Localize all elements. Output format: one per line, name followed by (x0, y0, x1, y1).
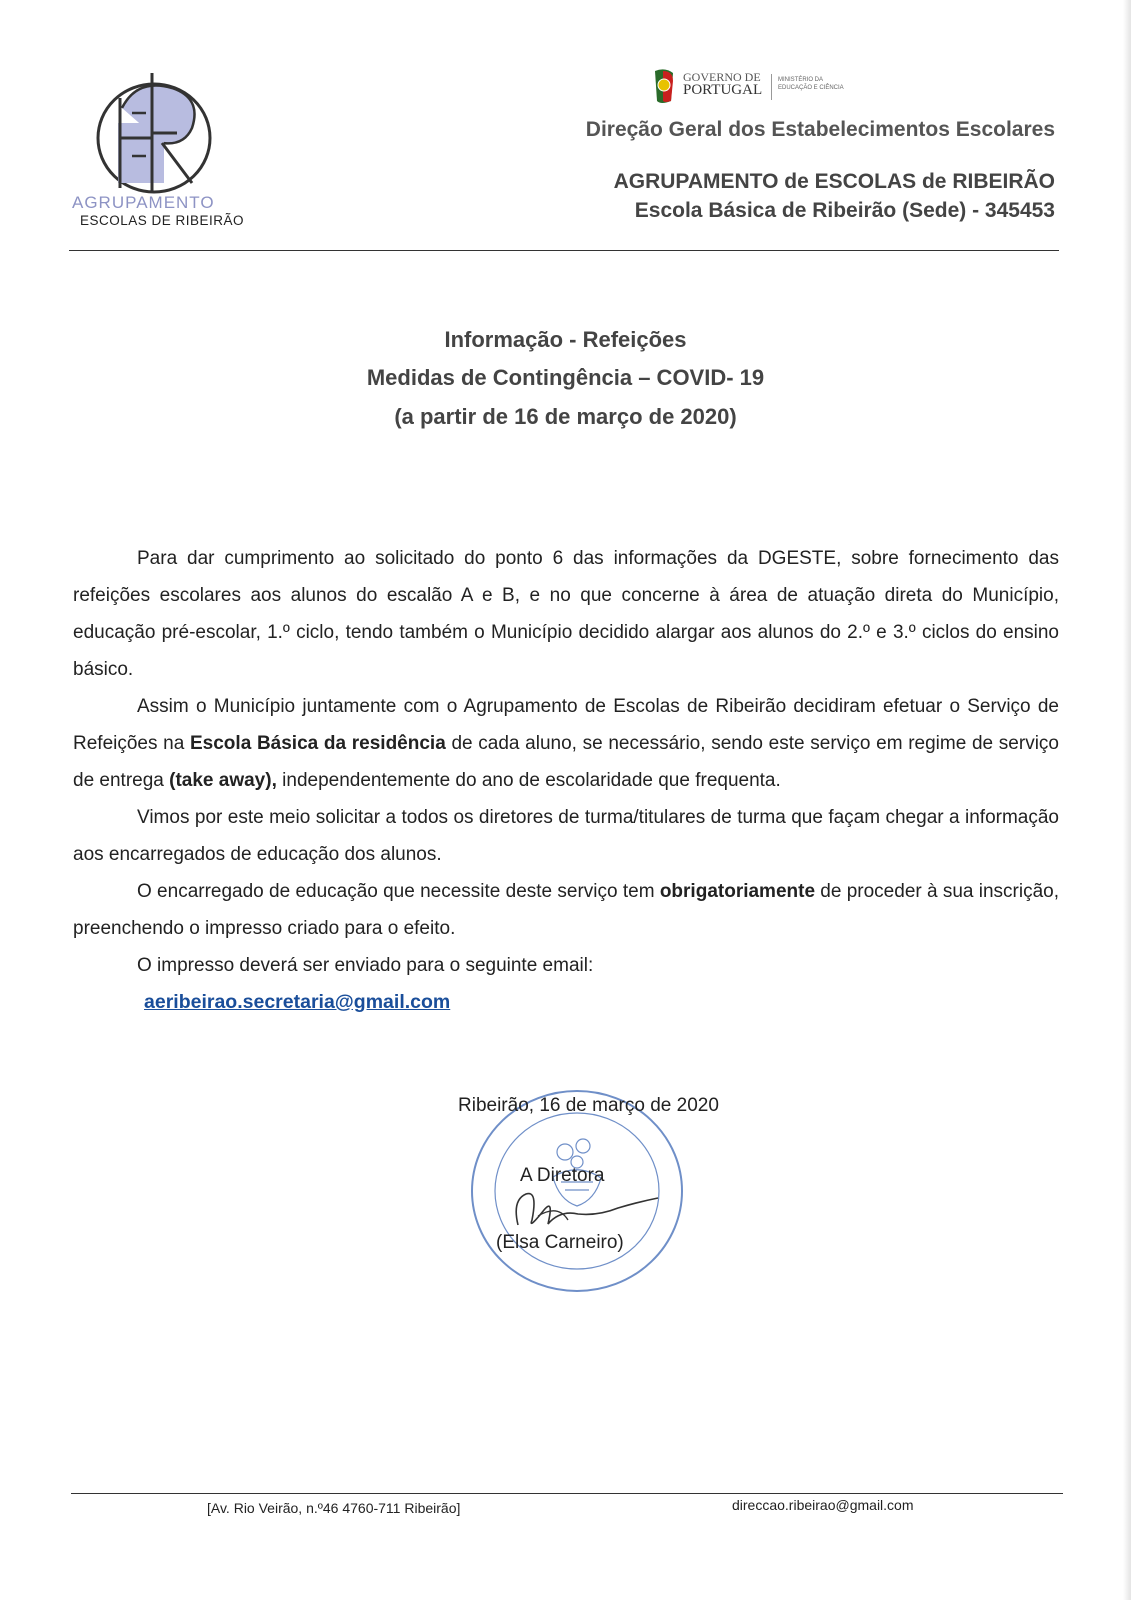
school-group-name: AGRUPAMENTO de ESCOLAS de RIBEIRÃO (613, 170, 1055, 193)
logo-word-agrupamento: AGRUPAMENTO (72, 193, 215, 212)
school-logo (92, 68, 222, 196)
bold-obrigatoriamente: obrigatoriamente (659, 881, 816, 902)
footer-divider (71, 1493, 1063, 1494)
bold-take-away: (take away), (169, 770, 277, 791)
email-link[interactable]: aeribeirao.secretaria@gmail.com (144, 991, 451, 1013)
place-and-date: Ribeirão, 16 de março de 2020 (458, 1095, 719, 1116)
email-line (73, 984, 1059, 1021)
footer-address: [Av. Rio Veirão, n.º46 4760-711 Ribeirão] (207, 1500, 461, 1516)
gov-line1: GOVERNO DE (683, 70, 761, 84)
page-edge-shadow (1123, 0, 1131, 1600)
paragraph-3: Vimos por este meio solicitar a todos os diretores de turma/titulares de turma que façam chegar a informação aos encarregados de educação dos alunos. (73, 807, 1059, 865)
paragraph-4: O encarregado de educação que necessite deste serviço tem obrigatoriamente de proceder à sua inscrição, preenchendo o impresso criado para o efeito. (73, 881, 1059, 939)
gov-line2: PORTUGAL (683, 82, 763, 98)
directorate-title: Direção Geral dos Estabelecimentos Escolares (585, 118, 1055, 141)
signatory-role: A Diretora (520, 1165, 605, 1186)
paragraph-2: Assim o Município juntamente com o Agrupamento de Escolas de Ribeirão decidiram efetuar o Serviço de Refeições na Escola Básica da residência de cada aluno, se necessário, sendo este serviço em regime de serviço de entrega (take away), independentemente do ano de escolaridade que frequenta. (73, 696, 1059, 791)
document-subtitle: Medidas de Contingência – COVID- 19 (366, 365, 765, 390)
gov-ministry: MINISTÉRIO DA EDUCAÇÃO E CIÊNCIA (778, 77, 844, 91)
body-text (73, 540, 1059, 1021)
document-date-range: (a partir de 16 de março de 2020) (394, 404, 737, 429)
portugal-emblem-icon (651, 67, 677, 105)
school-name: Escola Básica de Ribeirão (Sede) - 345453 (634, 199, 1055, 222)
gov-separator (771, 74, 772, 100)
header-divider (69, 250, 1059, 251)
bold-school: Escola Básica da residência (190, 733, 446, 754)
footer-email[interactable]: direccao.ribeirao@gmail.com (732, 1497, 914, 1513)
document-title: Informação - Refeições (444, 327, 687, 352)
logo-word-escolas: ESCOLAS DE RIBEIRÃO (80, 213, 245, 228)
handwritten-signature (508, 1180, 668, 1235)
signatory-name: (Elsa Carneiro) (496, 1232, 624, 1253)
paragraph-5: O impresso deverá ser enviado para o seguinte email: (137, 955, 594, 976)
paragraph-1: Para dar cumprimento ao solicitado do ponto 6 das informações da DGESTE, sobre fornecimento das refeições escolares aos alunos do escalão A e B, e no que concerne à área de atuação direta do Município, educação pré-escolar, 1.º ciclo, tendo também o Município decidido alargar aos alunos do 2.º e 3.º ciclos do ensino básico. (73, 548, 1059, 680)
